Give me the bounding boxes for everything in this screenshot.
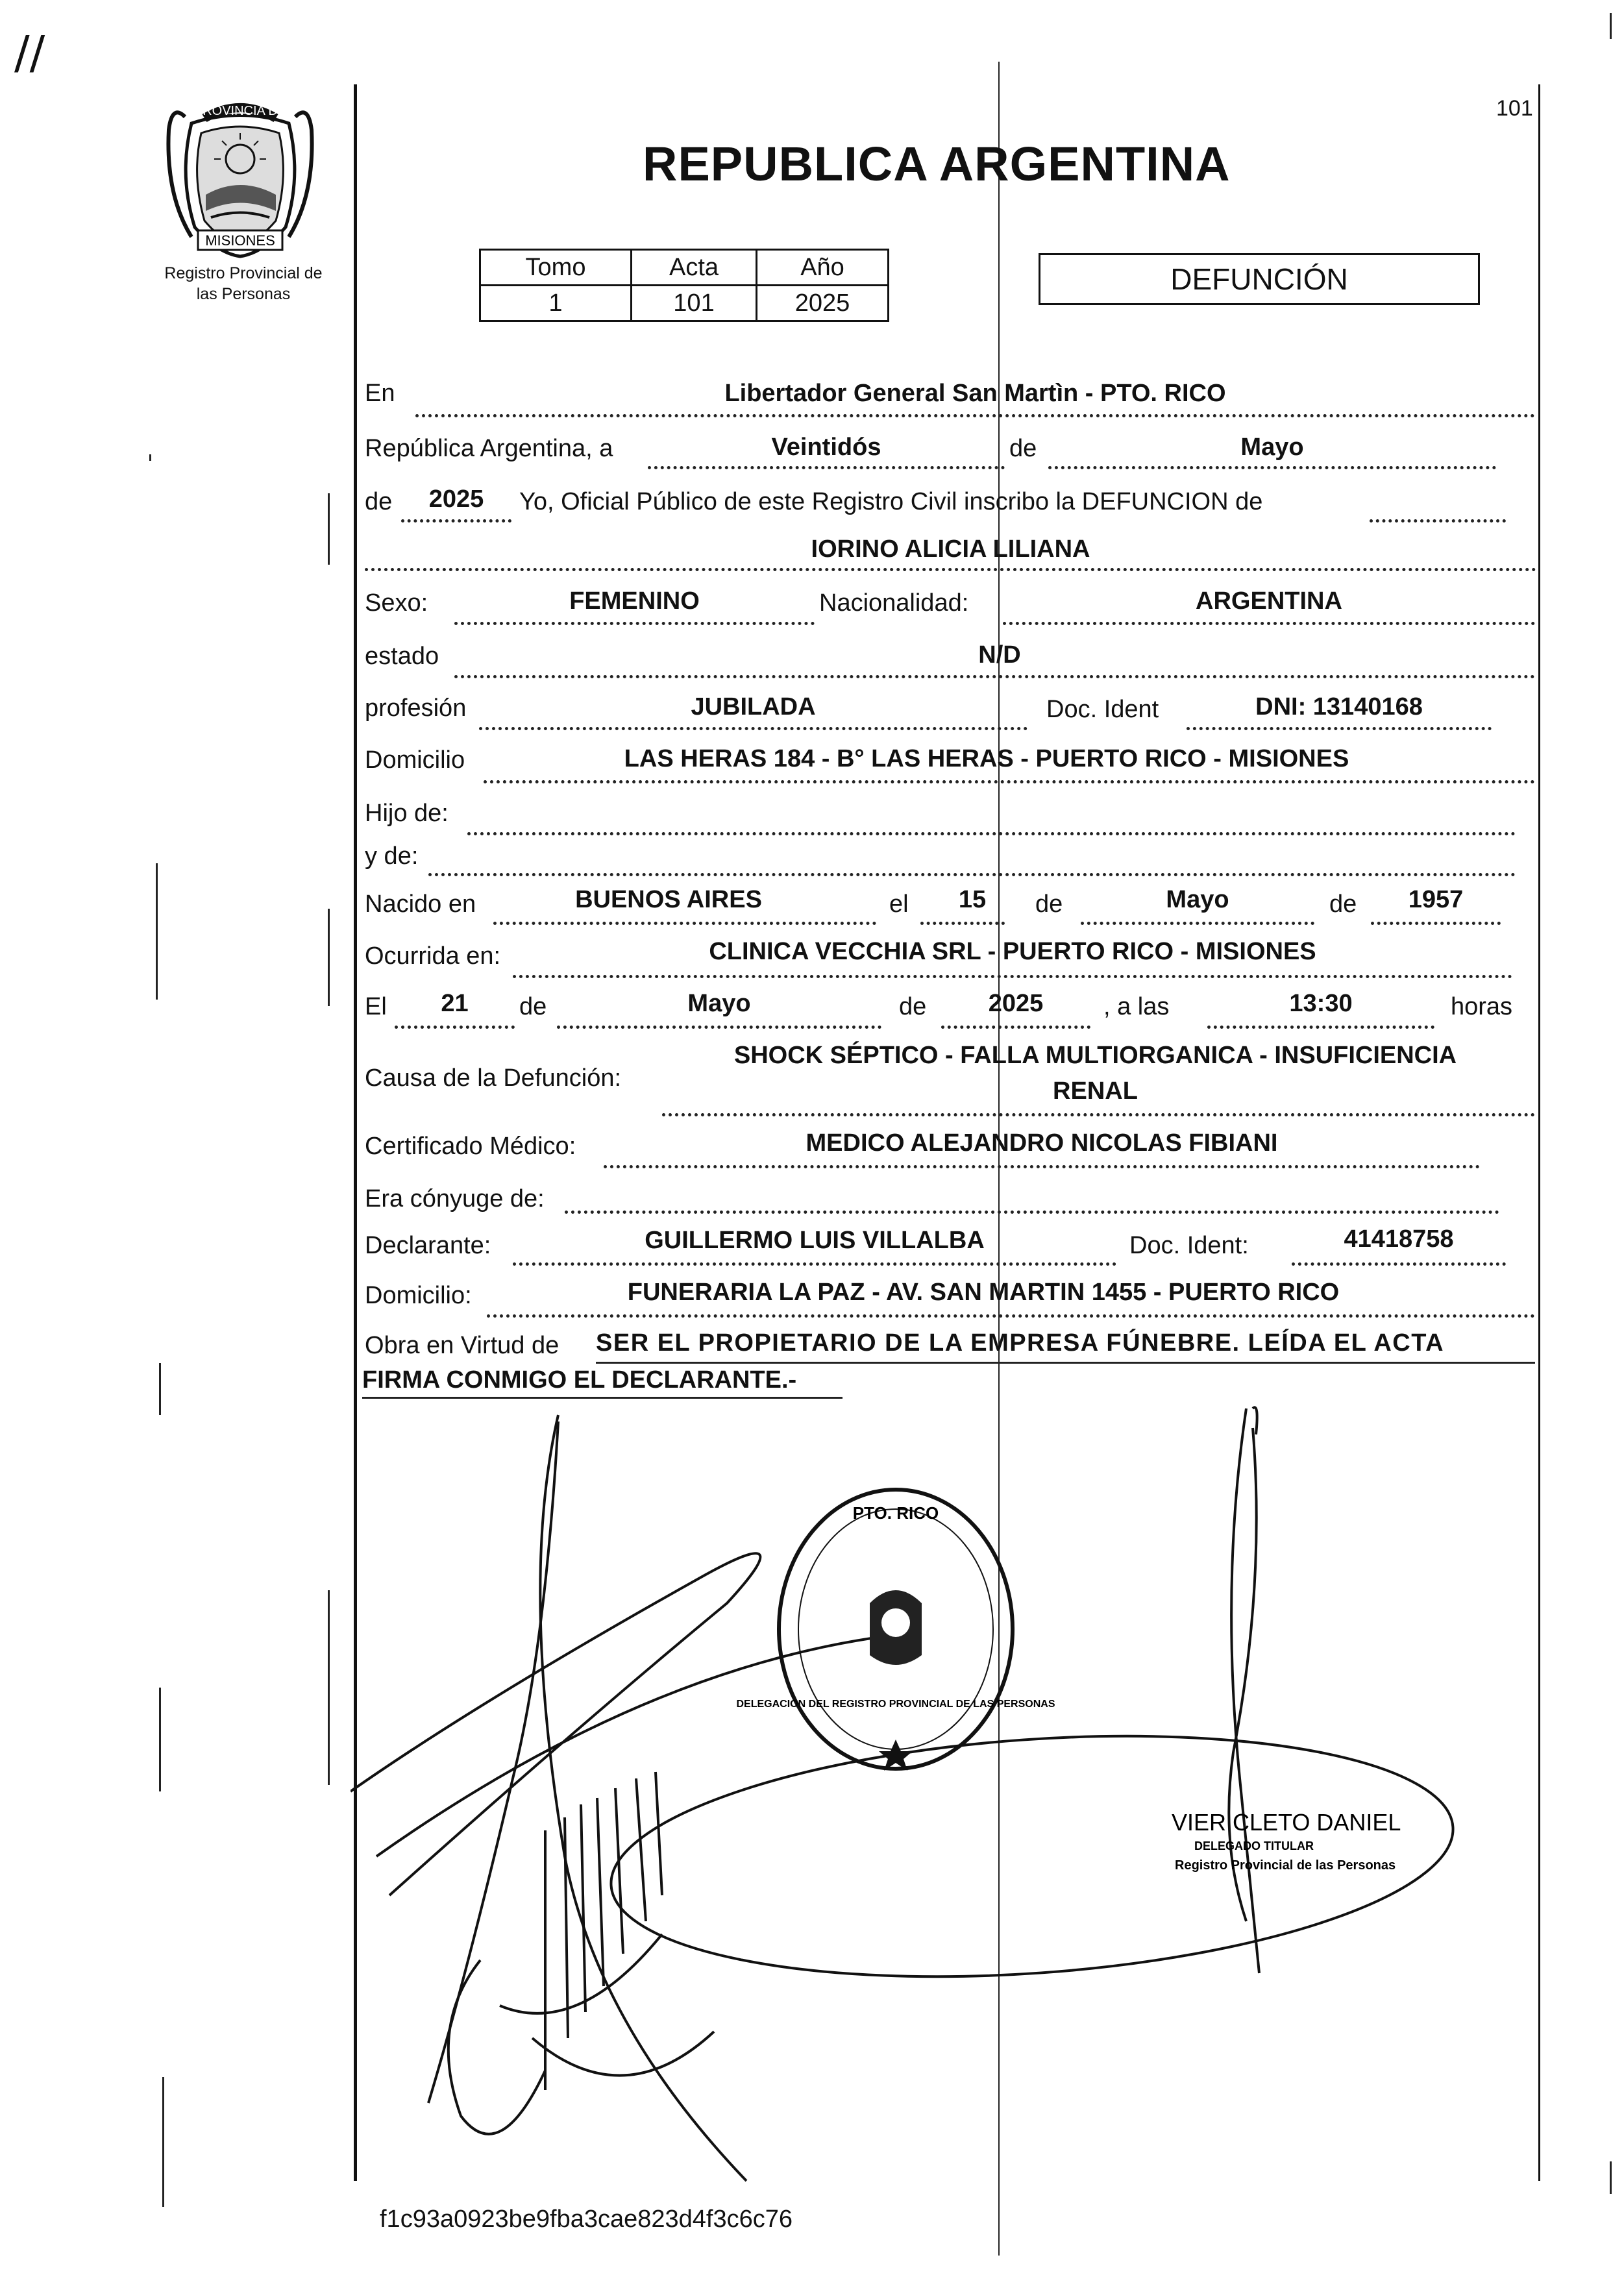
- scan-mark: [328, 1590, 330, 1785]
- scan-mark: [149, 454, 151, 461]
- certificado-label: Certificado Médico:: [365, 1133, 576, 1160]
- official-title: DELEGADO TITULAR: [1194, 1839, 1314, 1852]
- round-seal-icon: [736, 1490, 1055, 1771]
- scan-mark: [159, 1363, 161, 1415]
- official-name: VIER CLETO DANIEL: [1172, 1809, 1401, 1836]
- crest-top-text: PROVINCIA DE: [193, 104, 287, 118]
- yde-label: y de:: [365, 842, 419, 870]
- header-tomo: Tomo: [480, 250, 632, 286]
- causa-line-2: RENAL: [1053, 1077, 1138, 1105]
- official-org: Registro Provincial de las Personas: [1175, 1858, 1396, 1873]
- doc2-value: 41418758: [1344, 1225, 1454, 1253]
- de-label: de: [899, 993, 927, 1020]
- birth-month: Mayo: [1166, 886, 1229, 913]
- value-anio: 2025: [757, 286, 889, 321]
- horas-label: horas: [1451, 993, 1513, 1020]
- page-title: REPUBLICA ARGENTINA: [643, 137, 1231, 191]
- declarante-value: GUILLERMO LUIS VILLALBA: [645, 1227, 985, 1254]
- seal-inner-text: PTO. RICO: [852, 1503, 939, 1523]
- de-label: de: [365, 488, 393, 515]
- hijo-label: Hijo de:: [365, 800, 449, 827]
- declarante-label: Declarante:: [365, 1232, 491, 1259]
- el-label: el: [889, 891, 909, 918]
- death-day: 21: [441, 990, 469, 1017]
- obra-line-2: FIRMA CONMIGO EL DECLARANTE.-: [362, 1366, 797, 1394]
- seal-outer-text: DELEGACION DEL REGISTRO PROVINCIAL DE LAS PERSONAS: [736, 1699, 1055, 1710]
- causa-line-1: SHOCK SÉPTICO - FALLA MULTIORGANICA - INSUFICIENCIA: [733, 1042, 1457, 1069]
- estado-value: N/D: [978, 641, 1021, 669]
- de-label: de: [1035, 891, 1063, 918]
- province-crest-icon: [166, 97, 315, 260]
- record-type-box: [1039, 253, 1480, 305]
- scan-mark: [1610, 13, 1612, 39]
- nacionalidad-value: ARGENTINA: [1196, 587, 1342, 615]
- scan-mark: [159, 1688, 161, 1791]
- scan-mark: [162, 2077, 164, 2207]
- crest-bottom-text: MISIONES: [205, 232, 275, 249]
- scan-mark: [156, 863, 158, 1000]
- doc-label: Doc. Ident: [1046, 696, 1159, 723]
- nacido-label: Nacido en: [365, 891, 476, 918]
- en-label: En: [365, 380, 395, 407]
- ocurrida-label: Ocurrida en:: [365, 942, 501, 970]
- crest-caption-line: Registro Provincial de: [164, 264, 323, 282]
- domicilio2-value: FUNERARIA LA PAZ - AV. SAN MARTIN 1455 - PUERTO RICO: [627, 1279, 1340, 1306]
- death-time: 13:30: [1289, 990, 1353, 1017]
- profesion-value: JUBILADA: [691, 693, 816, 720]
- crest-caption: [140, 263, 347, 304]
- declarant-signature: [351, 1415, 889, 2181]
- statement-text: Yo, Oficial Público de este Registro Civil inscribo la DEFUNCION de: [519, 488, 1263, 515]
- corner-mark: ∕∕: [14, 26, 45, 79]
- year-value: 2025: [428, 486, 484, 513]
- sexo-value: FEMENINO: [569, 587, 700, 615]
- official-signature: [1229, 1407, 1259, 1973]
- header-acta: Acta: [632, 250, 757, 286]
- right-margin-line: [1538, 84, 1540, 2181]
- domicilio2-label: Domicilio:: [365, 1282, 472, 1309]
- conyuge-label: Era cónyuge de:: [365, 1185, 545, 1212]
- certificado-value: MEDICO ALEJANDRO NICOLAS FIBIANI: [806, 1129, 1278, 1157]
- el2-label: El: [365, 993, 387, 1020]
- profesion-label: profesión: [365, 695, 467, 722]
- causa-label: Causa de la Defunción:: [365, 1064, 622, 1092]
- death-month: Mayo: [687, 990, 751, 1017]
- nacido-value: BUENOS AIRES: [575, 886, 762, 913]
- en-value: Libertador General San Martìn - PTO. RICO: [724, 380, 1226, 407]
- value-acta: 101: [632, 286, 757, 321]
- doc2-label: Doc. Ident:: [1129, 1232, 1249, 1259]
- register-table: [479, 249, 889, 322]
- obra-label: Obra en Virtud de: [365, 1332, 560, 1359]
- page-number: 101: [1496, 96, 1533, 121]
- doc-value: DNI: 13140168: [1255, 693, 1423, 720]
- day-value: Veintidós: [771, 434, 881, 461]
- obra-line-1: SER EL PROPIETARIO DE LA EMPRESA FÚNEBRE. LEÍDA EL ACTA: [596, 1329, 1445, 1357]
- document-hash: f1c93a0923be9fba3cae823d4f3c6c76: [380, 2206, 793, 2233]
- birth-day: 15: [958, 886, 987, 913]
- stamp-oval: [603, 1710, 1461, 2002]
- ocurrida-value: CLINICA VECCHIA SRL - PUERTO RICO - MISIONES: [709, 938, 1316, 965]
- deceased-name: IORINO ALICIA LILIANA: [811, 535, 1090, 563]
- death-year: 2025: [988, 990, 1044, 1017]
- alas-label: , a las: [1103, 993, 1170, 1020]
- record-type: DEFUNCIÓN: [1170, 262, 1348, 296]
- scan-mark: [328, 909, 330, 1006]
- signatures-area: [351, 1389, 1538, 2200]
- header-anio: Año: [757, 250, 889, 286]
- crest-caption-line: las Personas: [196, 285, 291, 303]
- de-label: de: [1329, 891, 1357, 918]
- month-value: Mayo: [1240, 434, 1304, 461]
- de-label: de: [519, 993, 547, 1020]
- domicilio-label: Domicilio: [365, 746, 465, 774]
- value-tomo: 1: [480, 286, 632, 321]
- scan-mark: [1610, 2161, 1612, 2194]
- de-label: de: [1009, 435, 1037, 462]
- estado-label: estado: [365, 643, 439, 670]
- domicilio-value: LAS HERAS 184 - B° LAS HERAS - PUERTO RICO - MISIONES: [624, 745, 1349, 772]
- birth-year: 1957: [1408, 886, 1464, 913]
- scan-mark: [328, 493, 330, 565]
- nacionalidad-label: Nacionalidad:: [819, 589, 969, 617]
- republica-label: República Argentina, a: [365, 435, 613, 462]
- sexo-label: Sexo:: [365, 589, 428, 617]
